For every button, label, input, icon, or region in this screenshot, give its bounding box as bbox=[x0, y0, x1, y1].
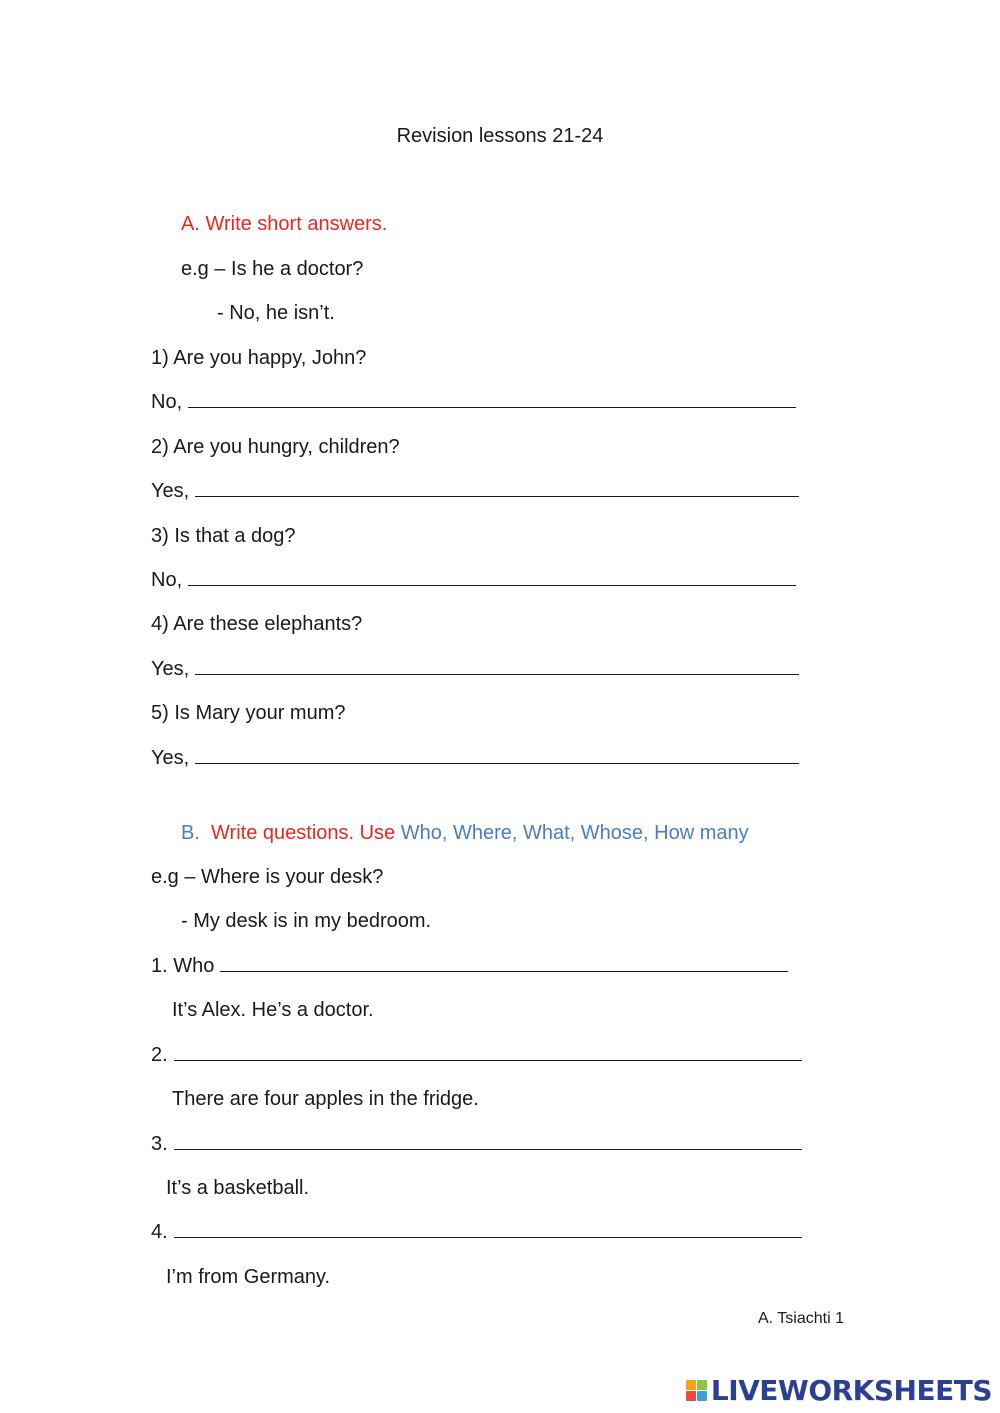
answer-prefix-1: No, bbox=[151, 391, 183, 413]
question-row-b4 bbox=[151, 1219, 802, 1245]
section-a-example-answer: - No, he isn’t. bbox=[217, 302, 335, 324]
question-row-b2 bbox=[151, 1042, 802, 1068]
question-blank-b3[interactable] bbox=[174, 1131, 802, 1150]
question-5: 5) Is Mary your mum? bbox=[151, 702, 346, 724]
answer-blank-3[interactable] bbox=[188, 567, 796, 586]
answer-blank-2[interactable] bbox=[195, 478, 799, 497]
question-3: 3) Is that a dog? bbox=[151, 525, 296, 547]
section-b-heading bbox=[181, 820, 749, 846]
question-blank-b1[interactable] bbox=[220, 953, 788, 972]
question-4: 4) Are these elephants? bbox=[151, 613, 363, 635]
answer-row-2 bbox=[151, 478, 799, 504]
question-2: 2) Are you hungry, children? bbox=[151, 436, 400, 458]
given-answer-b3: It’s a basketball. bbox=[166, 1177, 310, 1199]
logo-tile-3 bbox=[686, 1391, 696, 1401]
answer-row-4 bbox=[151, 656, 799, 682]
answer-row-3 bbox=[151, 567, 796, 593]
given-answer-b2: There are four apples in the fridge. bbox=[172, 1088, 479, 1110]
logo-tile-1 bbox=[686, 1380, 696, 1390]
question-row-b1 bbox=[151, 953, 788, 979]
given-answer-b4: I’m from Germany. bbox=[166, 1266, 331, 1288]
question-prefix-b2: 2. bbox=[151, 1044, 168, 1066]
given-answer-b1: It’s Alex. He’s a doctor. bbox=[172, 999, 374, 1021]
section-b-question-words: Who, Where, What, Whose, How many bbox=[400, 822, 749, 844]
logo-mark-icon bbox=[686, 1380, 707, 1401]
answer-prefix-2: Yes, bbox=[151, 480, 190, 502]
answer-blank-5[interactable] bbox=[195, 745, 799, 764]
answer-prefix-4: Yes, bbox=[151, 658, 190, 680]
question-prefix-b1: 1. Who bbox=[151, 955, 215, 977]
answer-row-5 bbox=[151, 745, 799, 771]
question-1: 1) Are you happy, John? bbox=[151, 347, 367, 369]
section-b-example-answer: - My desk is in my bedroom. bbox=[181, 910, 432, 932]
question-prefix-b3: 3. bbox=[151, 1133, 168, 1155]
answer-blank-4[interactable] bbox=[195, 656, 799, 675]
liveworksheets-logo bbox=[686, 1374, 992, 1407]
section-b-instruction: Write questions. Use bbox=[211, 822, 396, 844]
logo-tile-2 bbox=[697, 1380, 707, 1390]
answer-row-1 bbox=[151, 389, 796, 415]
logo-text: LIVEWORKSHEETS bbox=[710, 1374, 992, 1407]
logo-tile-4 bbox=[697, 1391, 707, 1401]
answer-blank-1[interactable] bbox=[188, 389, 796, 408]
question-blank-b4[interactable] bbox=[174, 1219, 802, 1238]
section-a-heading: A. Write short answers. bbox=[181, 213, 388, 235]
section-a-example-question: e.g – Is he a doctor? bbox=[181, 258, 364, 280]
question-blank-b2[interactable] bbox=[174, 1042, 802, 1061]
question-row-b3 bbox=[151, 1131, 802, 1157]
page-title: Revision lessons 21-24 bbox=[396, 125, 604, 147]
answer-prefix-3: No, bbox=[151, 569, 183, 591]
answer-prefix-5: Yes, bbox=[151, 747, 190, 769]
footer-author-page: A. Tsiachti 1 bbox=[758, 1310, 844, 1327]
question-prefix-b4: 4. bbox=[151, 1221, 168, 1243]
section-b-example-question: e.g – Where is your desk? bbox=[151, 866, 384, 888]
section-b-label: B. bbox=[181, 822, 200, 844]
